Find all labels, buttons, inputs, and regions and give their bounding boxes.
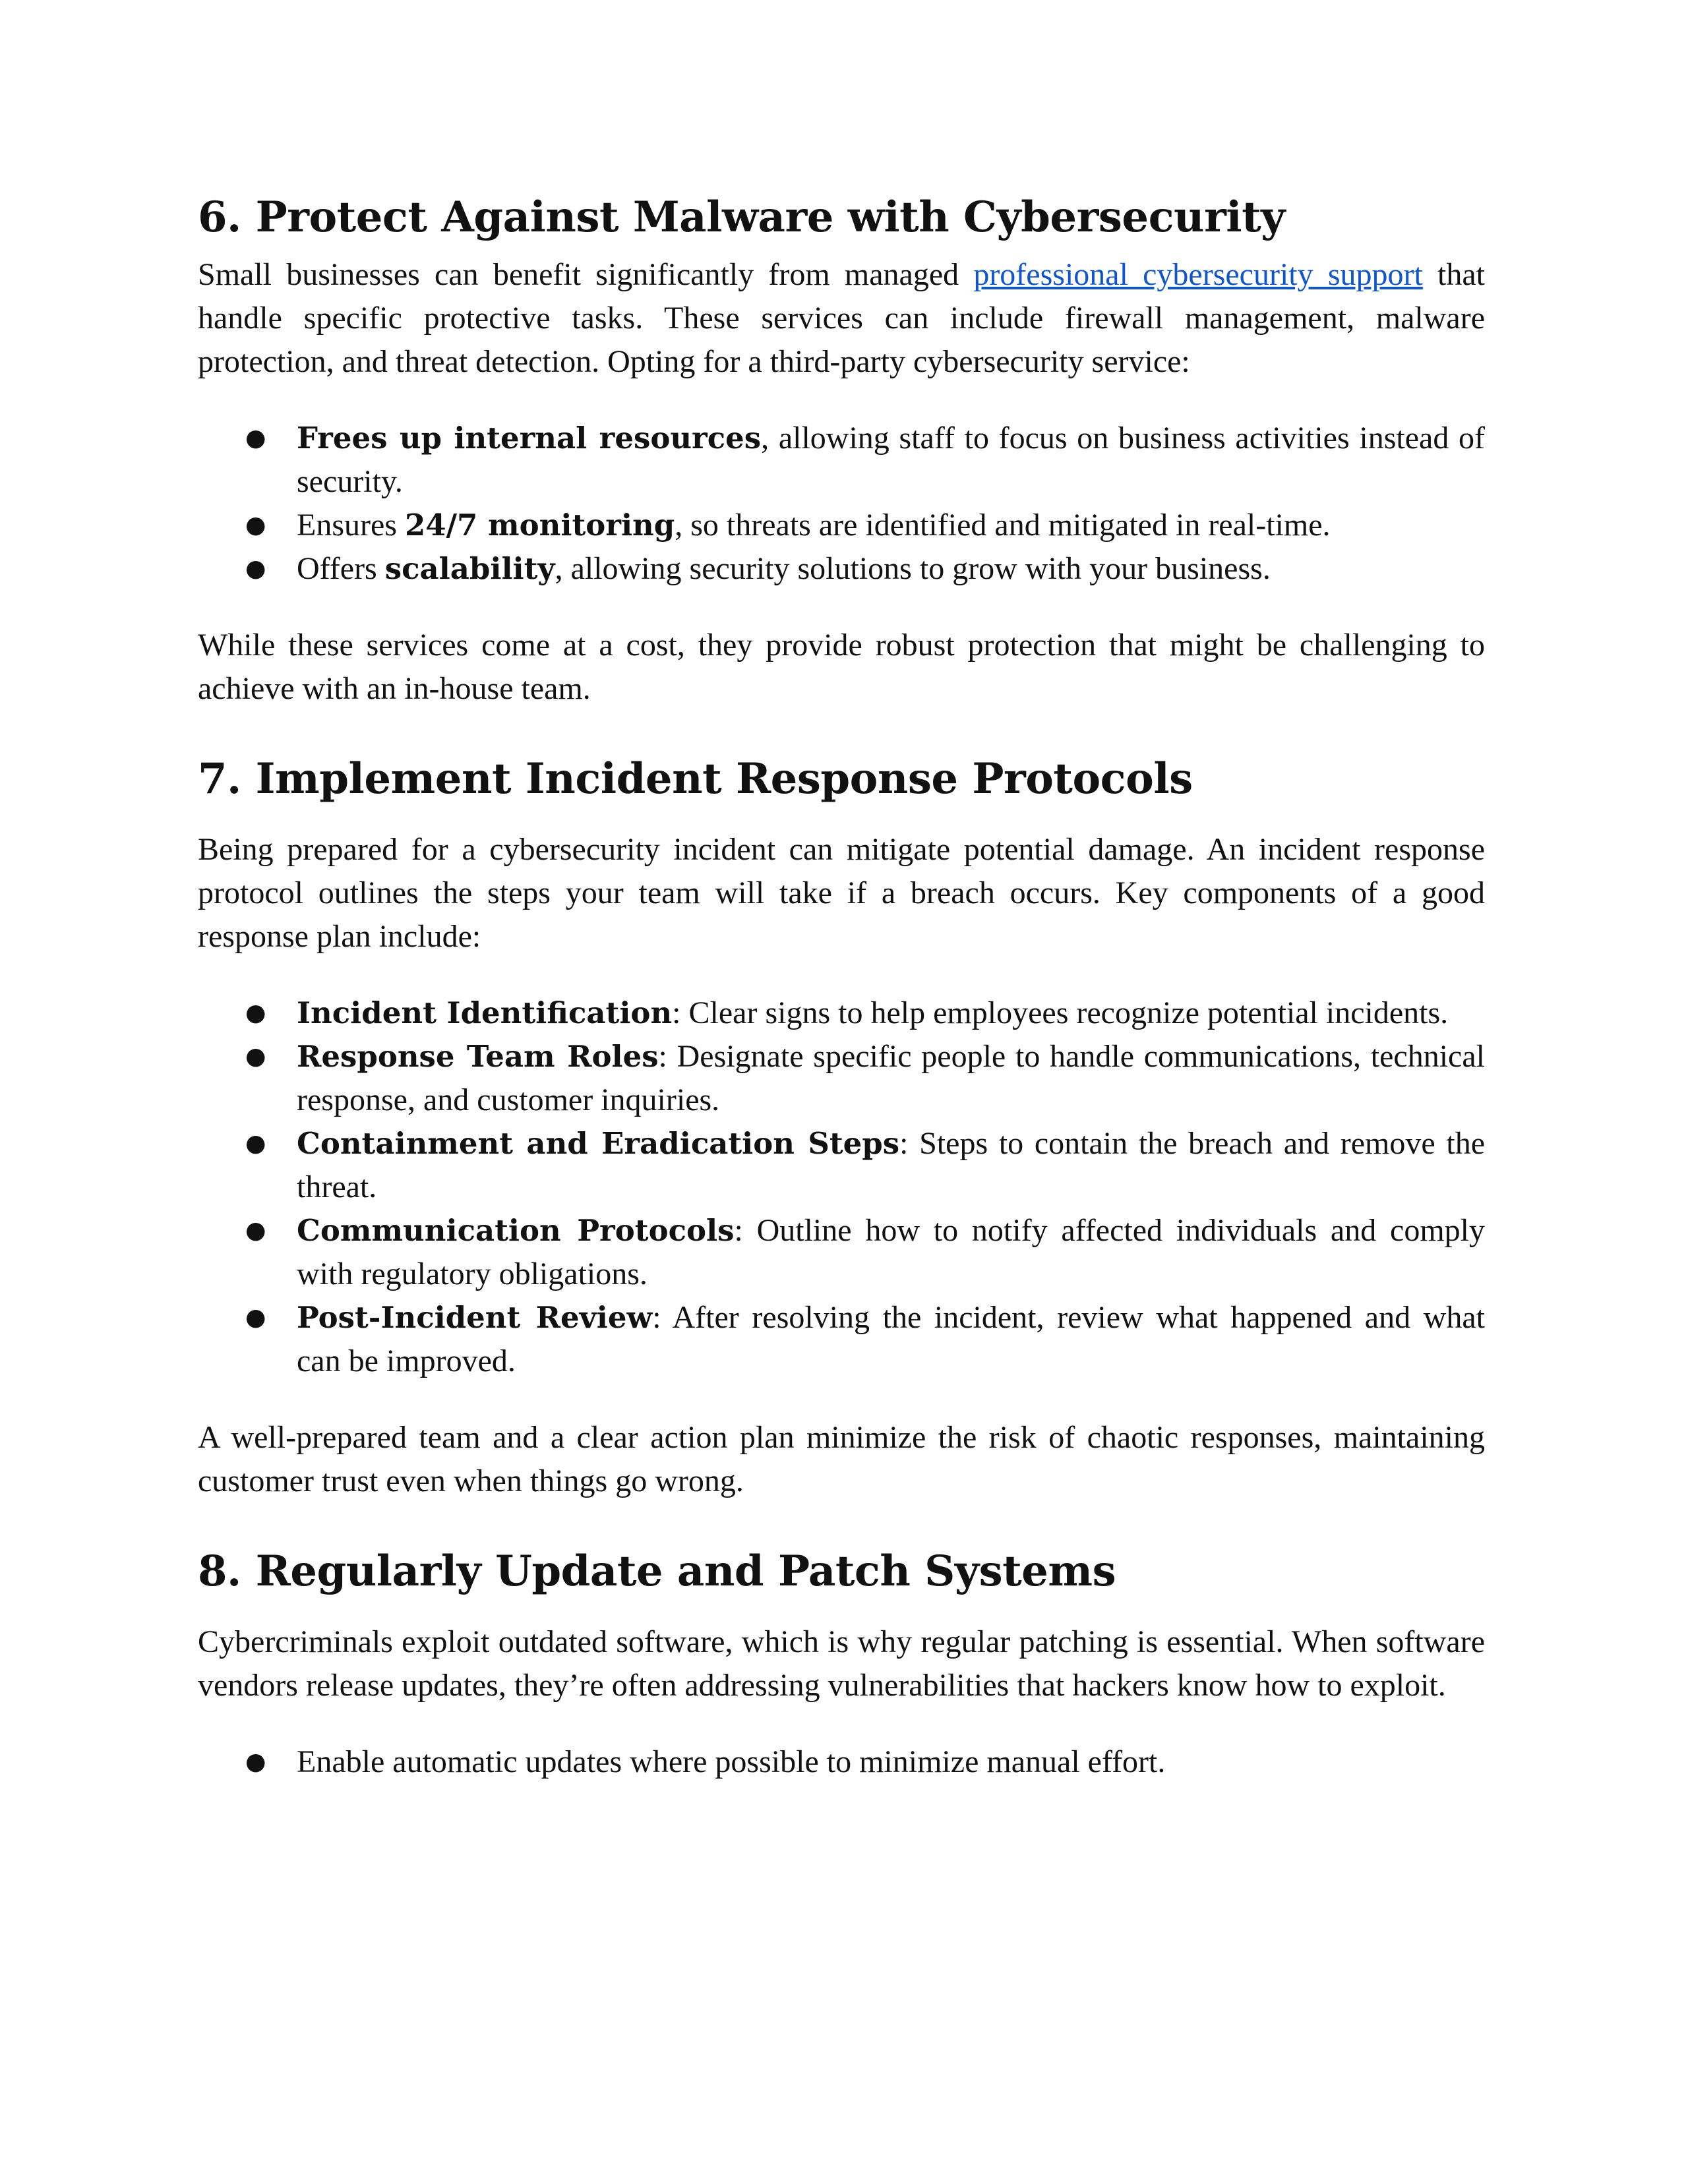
bullet-bold-text: Communication Protocols bbox=[297, 1213, 735, 1248]
bullet-icon: ● bbox=[245, 1748, 266, 1775]
bullet-text: : After resolving the incident, review what happened and what can be improved. bbox=[297, 1300, 1485, 1378]
list-item bbox=[245, 1296, 1485, 1383]
list-item bbox=[245, 504, 1485, 547]
section-6-heading: 6. Protect Against Malware with Cybersecurity bbox=[198, 192, 1285, 242]
section-7-intro: Being prepared for a cybersecurity incident can mitigate potential damage. An incident response protocol outlines the steps your team will take if a breach occurs. Key components of a good response plan include: bbox=[198, 832, 1485, 954]
bullet-text: , allowing staff to focus on business activities instead of security. bbox=[297, 421, 1485, 499]
bullet-bold-text: scalability bbox=[384, 551, 555, 586]
bullet-text: : Clear signs to help employees recognize potential incidents. bbox=[672, 995, 1449, 1030]
bullet-text: Enable automatic updates where possible to minimize manual effort. bbox=[297, 1744, 1166, 1779]
section-7-closing: A well-prepared team and a clear action plan minimize the risk of chaotic responses, maintaining customer trust even when things go wrong. bbox=[198, 1420, 1485, 1498]
bullet-icon: ● bbox=[245, 425, 266, 452]
list-item bbox=[245, 1035, 1485, 1122]
bullet-text-prefix: Ensures bbox=[297, 508, 405, 543]
list-item bbox=[245, 417, 1485, 504]
section-8-heading: 8. Regularly Update and Patch Systems bbox=[198, 1547, 1116, 1596]
bullet-text: , so threats are identified and mitigated in real-time. bbox=[675, 508, 1331, 543]
bullet-text: : Designate specific people to handle communications, technical response, and customer inquiries. bbox=[297, 1039, 1485, 1117]
section-7-bullet-list bbox=[198, 991, 1485, 1383]
bullet-icon: ● bbox=[245, 1217, 266, 1244]
bullet-icon: ● bbox=[245, 1304, 266, 1331]
section-6-bullet-list bbox=[198, 417, 1485, 591]
bullet-icon: ● bbox=[245, 512, 266, 539]
list-item bbox=[245, 1209, 1486, 1296]
bullet-bold-text: Containment and Eradication Steps bbox=[297, 1126, 900, 1161]
bullet-text-prefix: Offers bbox=[297, 551, 385, 586]
section-6-closing: While these services come at a cost, they provide robust protection that might be challenging to achieve with an in-house team. bbox=[198, 628, 1485, 706]
intro-text-after-link: that handle specific protective tasks. These services can include firewall management, malware protection, and threat detection. Opting for a third-party cybersecurity service: bbox=[198, 257, 1485, 379]
list-item bbox=[245, 1740, 1485, 1784]
section-8-bullet-list bbox=[198, 1740, 1485, 1784]
list-item bbox=[245, 1122, 1485, 1209]
bullet-icon: ● bbox=[245, 1130, 266, 1157]
bullet-text: : Outline how to notify affected individuals and comply with regulatory obligations. bbox=[297, 1213, 1486, 1291]
list-item bbox=[245, 991, 1485, 1035]
bullet-bold-text: Frees up internal resources bbox=[297, 421, 762, 456]
bullet-icon: ● bbox=[245, 1043, 266, 1070]
bullet-text: , allowing security solutions to grow with your business. bbox=[555, 551, 1271, 586]
document-page bbox=[198, 191, 1485, 1817]
bullet-icon: ● bbox=[245, 555, 266, 582]
section-7-heading: 7. Implement Incident Response Protocols bbox=[198, 754, 1193, 804]
section-8-intro: Cybercriminals exploit outdated software, which is why regular patching is essential. When software vendors release updates, they’re often addressing vulnerabilities that hackers know how to exploit. bbox=[198, 1624, 1485, 1703]
bullet-bold-text: Post-Incident Review bbox=[297, 1300, 653, 1335]
bullet-icon: ● bbox=[245, 999, 266, 1026]
section-6-intro bbox=[198, 253, 1485, 384]
bullet-bold-text: Response Team Roles bbox=[297, 1039, 659, 1074]
list-item bbox=[245, 547, 1485, 591]
bullet-text: : Steps to contain the breach and remove the threat. bbox=[297, 1126, 1485, 1204]
bullet-bold-text: Incident Identification bbox=[297, 995, 673, 1030]
cybersecurity-support-link[interactable]: professional cybersecurity support bbox=[973, 257, 1423, 292]
intro-text-before-link: Small businesses can benefit significantly from managed bbox=[198, 257, 974, 292]
bullet-bold-text: 24/7 monitoring bbox=[404, 508, 675, 543]
